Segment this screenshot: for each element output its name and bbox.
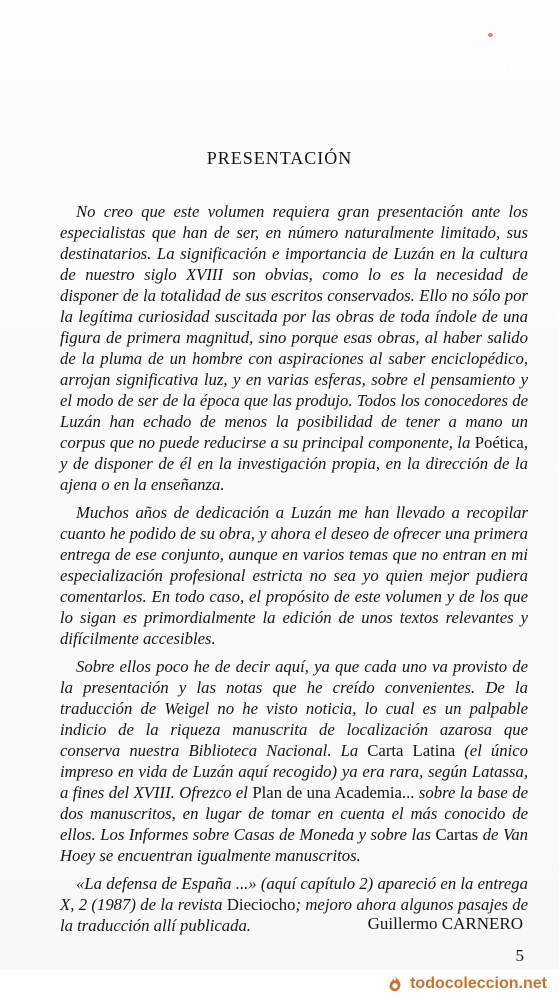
- text-run: sobre la base de dos manuscritos, en lugar de tomar en cuenta el más conocido de ellos. Los Informes sobre Casas de Moneda y sobre las: [60, 783, 528, 844]
- author-signature: Guillermo CARNERO: [367, 914, 523, 933]
- text-run: Cartas: [435, 825, 479, 844]
- ink-mark: [488, 33, 493, 37]
- watermark: [386, 975, 547, 993]
- text-run: Sobre ellos poco he de decir aquí, ya que cada uno va provisto de la presentación y las notas que he creído convenientes. De la traducción de Weigel no he visto noticia, lo cual es un palpable indicio de la riqueza manuscrita de localización azarosa que conserva nuestra Biblioteca Nacional. La: [60, 657, 528, 760]
- paragraph-3: [60, 656, 528, 866]
- text-run: ; mejoro ahora algunos pasajes de la traducción allí publicada.: [60, 895, 528, 935]
- watermark-text: todocoleccion.net: [410, 975, 547, 992]
- text-run: Dieciocho: [226, 895, 296, 914]
- text-run: Carta Latina: [367, 741, 456, 760]
- page-number: 5: [515, 946, 524, 965]
- text-run: , y de disponer de él en la investigación propia, en la dirección de la ajena o en la enseñanza.: [60, 433, 528, 494]
- paragraph-1: [60, 201, 528, 495]
- body-text: [60, 201, 528, 943]
- text-run: de Van Hoey se encuentran igualmente manuscritos.: [60, 825, 529, 865]
- paragraph-2: [60, 502, 528, 649]
- page-title: PRESENTACIÓN: [206, 148, 353, 168]
- brand-flame-icon: [386, 975, 404, 993]
- text-run: No creo que este volumen requiera gran presentación ante los especialistas que han de ser, en número naturalmente limitado, sus destinatarios. La significación e importancia de Luzán en la cultura de nuestro siglo XVIII son obvias, como lo es la necesidad de disponer de la totalidad de sus escritos conservados. Ello no sólo por la legítima curiosidad suscitada por las obras de toda índole de una figura de primera magnitud, sino porque esas obras, al haber salido de la pluma de un hombre con aspiraciones al saber enciclopédico, arrojan significativa luz, y en varias esferas, sobre el pensamiento y el modo de ser de la época que las produjo. Todos los conocedores de Luzán han echado de menos la posibilidad de tener a mano un corpus que no puede reducirse a su principal componente, la: [60, 202, 528, 452]
- text-run: (el único impreso en vida de Luzán aquí recogido) ya era rara, según Latassa, a fines del XVIII. Ofrezco el: [60, 741, 528, 802]
- text-run: Muchos años de dedicación a Luzán me han llevado a recopilar cuanto he podido de su obra, y ahora el deseo de ofrecer una primera entrega de ese conjunto, aunque en varios temas que no entran en mi especialización profesional estricta no sea yo quien mejor pudiera comentarlos. En todo caso, el propósito de este volumen y de los que lo sigan es primordialmente la edición de unos textos relevantes y difícilmente accesibles.: [60, 503, 528, 648]
- text-run: Plan de una Academia...: [252, 783, 415, 802]
- text-run: «La defensa de España ...» (aquí capítulo 2) apareció en la entrega X, 2 (1987) de la revista: [60, 874, 528, 914]
- text-run: Poética: [474, 433, 524, 452]
